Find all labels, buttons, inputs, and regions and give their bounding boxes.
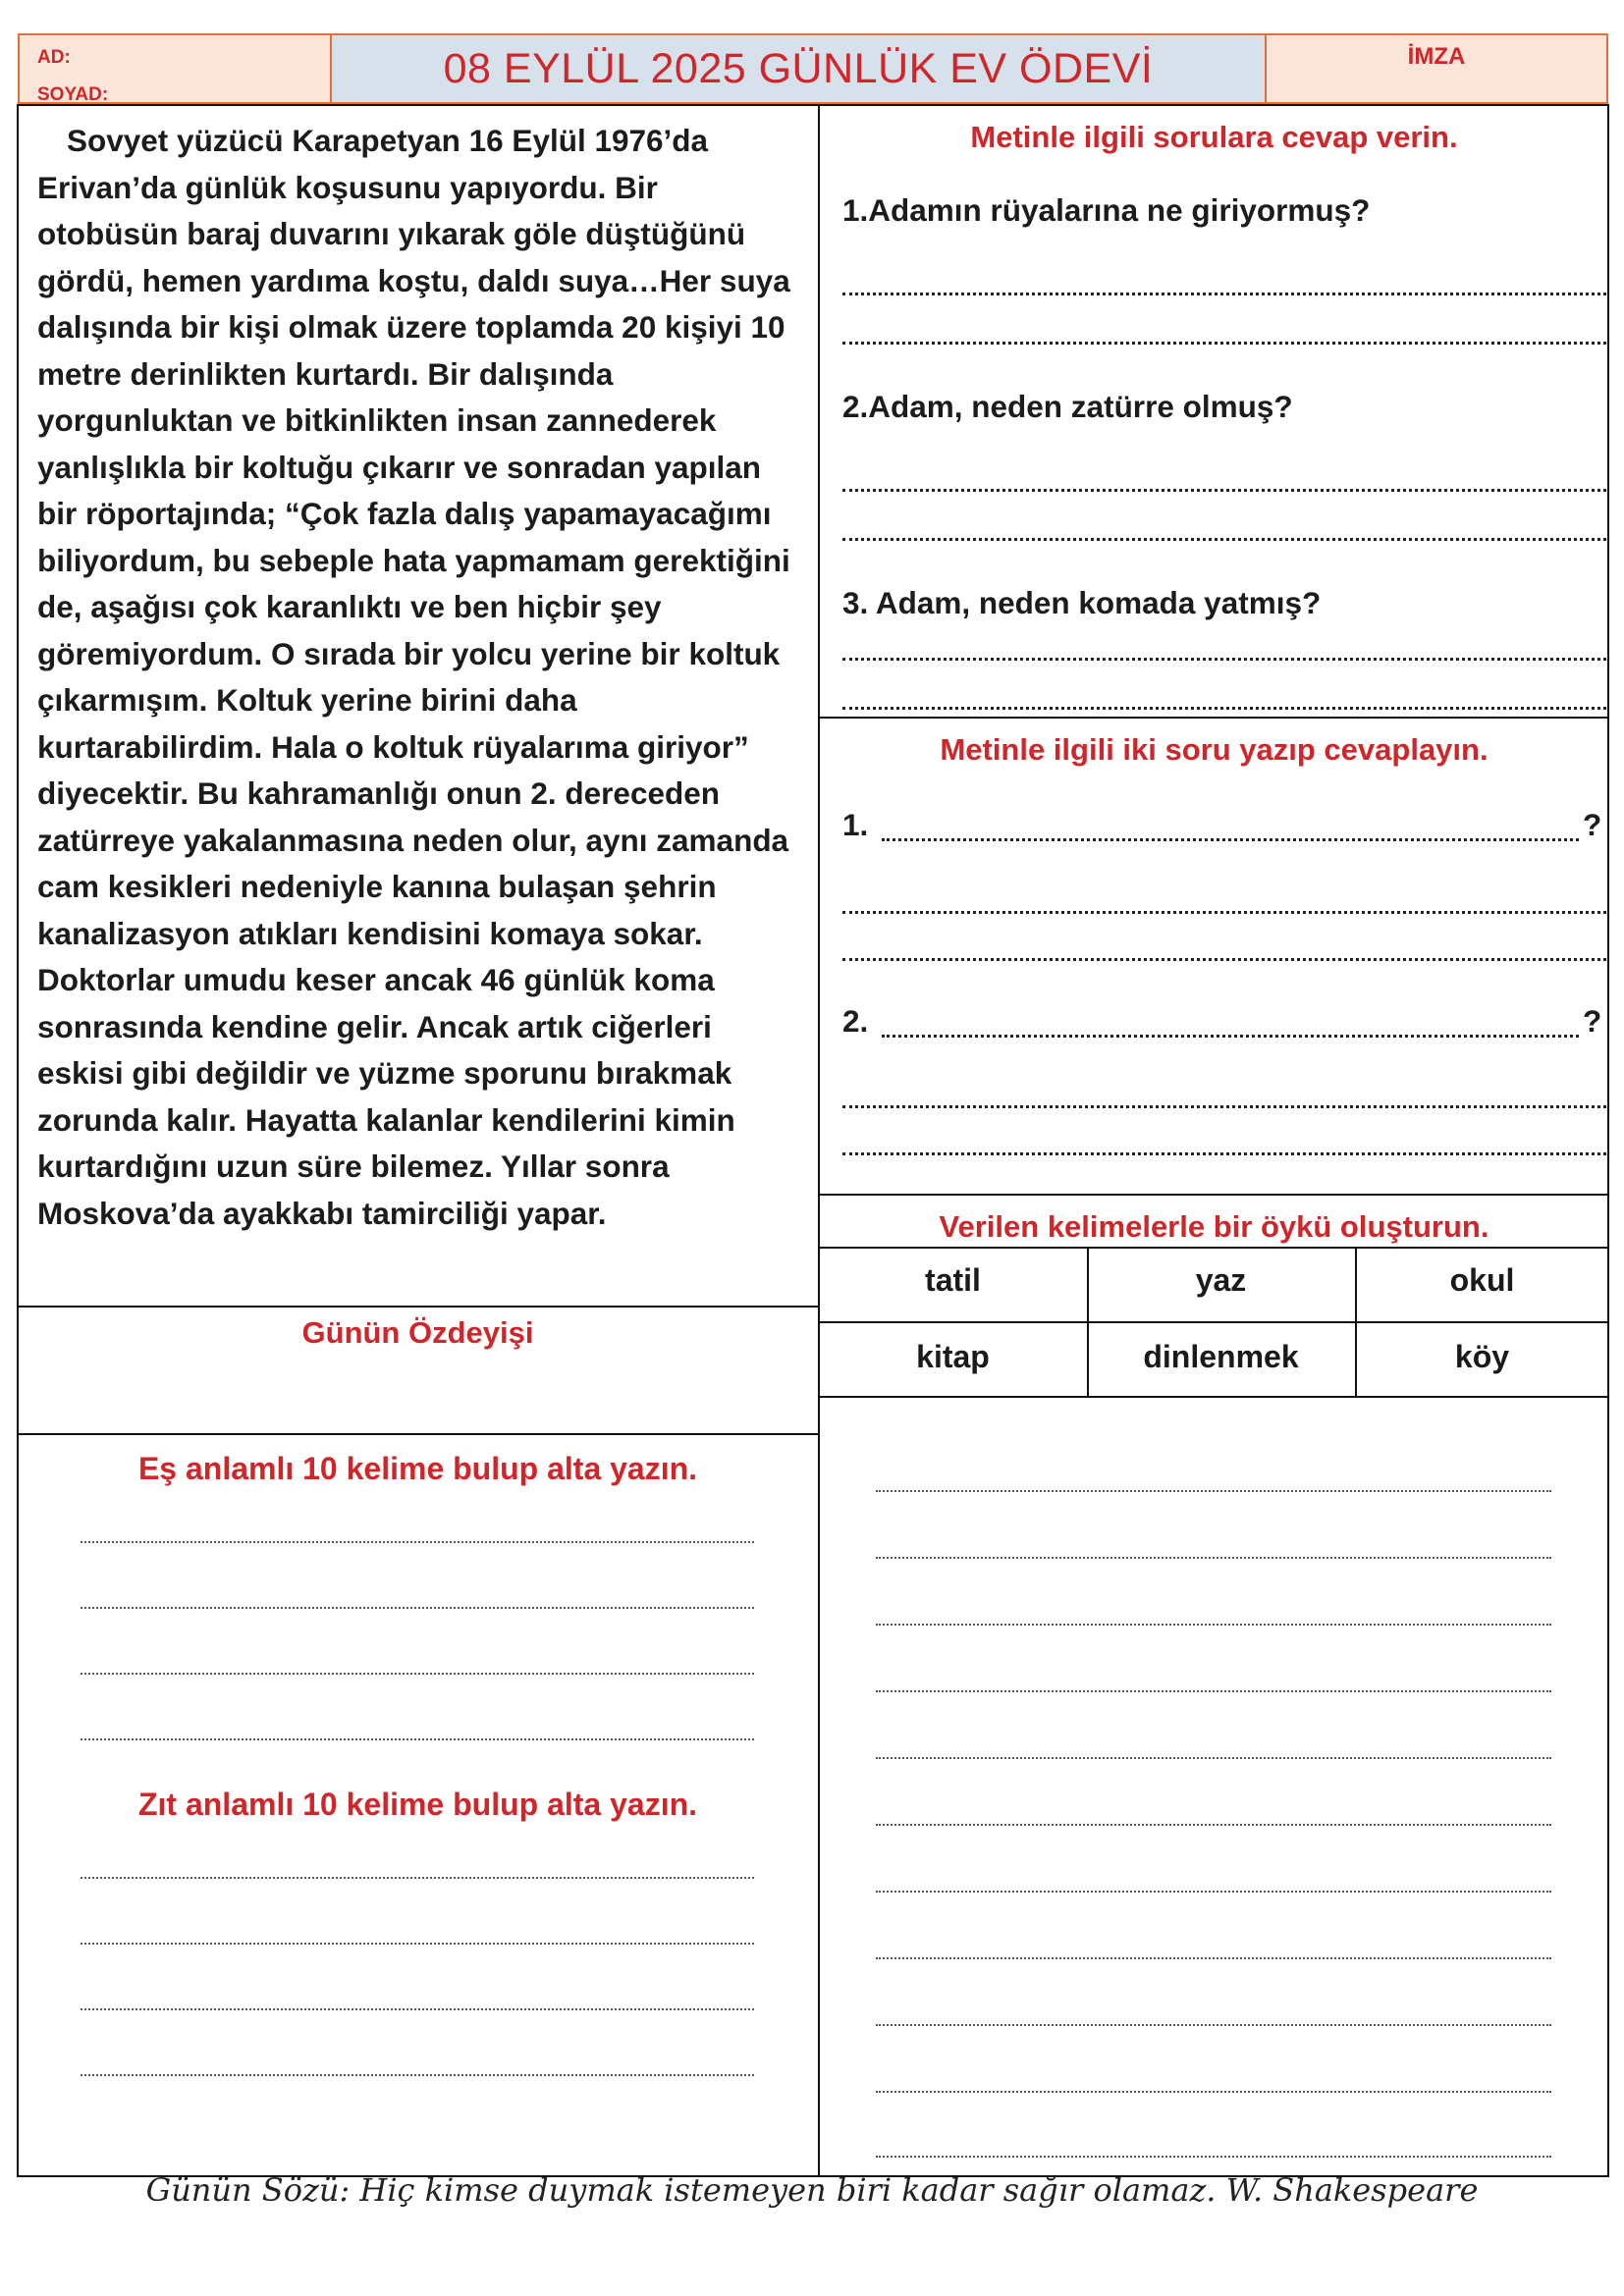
own-questions-bottom-divider <box>819 1194 1609 1196</box>
own-question-2-number: 2. <box>842 1003 869 1039</box>
story-writing-line[interactable] <box>876 1957 1551 1959</box>
story-writing-line[interactable] <box>876 1624 1551 1626</box>
column-divider <box>818 104 820 2177</box>
story-writing-line[interactable] <box>876 2091 1551 2093</box>
questions-heading: Metinle ilgili sorulara cevap verin. <box>970 120 1458 154</box>
footer-quote: Günün Sözü: Hiç kimse duymak istemeyen biri kadar sağır olamaz. W. Shakespeare <box>145 2171 1479 2209</box>
answer-line[interactable] <box>842 707 1606 710</box>
answer-line[interactable] <box>842 1105 1606 1108</box>
answer-line[interactable] <box>842 1152 1606 1155</box>
story-paragraph: Sovyet yüzücü Karapetyan 16 Eylül 1976’da Erivan’da günlük koşusunu yapıyordu. Bir otobüsün baraj duvarını yıkarak göle düştüğünü gördü, hemen yardıma koştu, daldı suya…Her suya dalışında bir kişi olmak üzere toplamda 20 kişiyi 10 metre derinlikten kurtardı. Bir dalışında yorgunluktan ve bitkinlikten insan zannederek yanlışlıkla bir koltuğu çıkarır ve sonradan yapılan bir röportajında; “Çok fazla dalış yapamayacağımı biliyordum, bu sebeple hata yapmamam gerektiğini de, aşağısı çok karanlıktı ve ben hiçbir şey göremiyordum. O sırada bir yolcu yerine bir koltuk çıkarmışım. Koltuk yerine birini daha kurtarabilirdim. Hala o koltuk rüyalarıma giriyor” diyecektir. Bu kahramanlığı onun 2. dereceden zatürreye yakalanmasına neden olur, aynı zamanda cam kesikleri nedeniyle kanına bulaşan şehrin kanalizasyon atıkları kendisini komaya sokar. Doktorlar umudu keser ancak 46 günlük koma sonrasında kendine gelir. Ancak artık ciğerleri eskisi gibi değildir ve yüzme sporunu bırakmak zorunda kalır. Hayatta kalanlar kendilerini kimin kurtardığını uzun süre bilemez. Yıllar sonra Moskova’da ayakkabı tamirciliği yapar. <box>37 123 790 1231</box>
story-writing-line[interactable] <box>876 1557 1551 1559</box>
word-cell: kitap <box>916 1339 990 1374</box>
story-bottom-divider <box>17 1306 819 1308</box>
antonym-line[interactable] <box>81 1943 754 1945</box>
synonym-line[interactable] <box>81 1738 754 1740</box>
own-question-1-number: 1. <box>842 807 869 842</box>
story-writing-line[interactable] <box>876 2156 1551 2158</box>
page-title: 08 EYLÜL 2025 GÜNLÜK EV ÖDEVİ <box>443 45 1154 92</box>
antonym-line[interactable] <box>81 2008 754 2010</box>
own-question-1-line[interactable] <box>882 838 1579 841</box>
story-writing-line[interactable] <box>876 1490 1551 1492</box>
story-writing-line[interactable] <box>876 1690 1551 1692</box>
story-writing-line[interactable] <box>876 2024 1551 2026</box>
synonym-line[interactable] <box>81 1673 754 1675</box>
word-cell: dinlenmek <box>1143 1339 1299 1374</box>
question-3: 3. Adam, neden komada yatmış? <box>842 585 1322 620</box>
quote-bottom-divider <box>17 1433 819 1435</box>
story-text <box>37 118 803 1237</box>
name-label: AD: <box>37 47 71 68</box>
answer-line[interactable] <box>842 958 1606 961</box>
answer-line[interactable] <box>842 658 1606 661</box>
story-words-heading: Verilen kelimelerle bir öykü oluşturun. <box>939 1209 1489 1244</box>
own-question-2-line[interactable] <box>882 1035 1579 1038</box>
synonym-line[interactable] <box>81 1541 754 1543</box>
signature-label: İMZA <box>1407 43 1466 70</box>
answer-line[interactable] <box>842 538 1606 541</box>
answer-line[interactable] <box>842 342 1606 345</box>
answer-line[interactable] <box>842 489 1606 492</box>
story-writing-line[interactable] <box>876 1824 1551 1826</box>
answer-line[interactable] <box>842 293 1606 295</box>
questions-bottom-divider <box>819 717 1609 719</box>
own-questions-heading: Metinle ilgili iki soru yazıp cevaplayın. <box>940 732 1489 767</box>
story-writing-line[interactable] <box>876 1891 1551 1893</box>
antonyms-heading: Zıt anlamlı 10 kelime bulup alta yazın. <box>137 1787 698 1822</box>
words-table-bottom <box>819 1396 1609 1398</box>
antonym-line[interactable] <box>81 1877 754 1879</box>
story-writing-line[interactable] <box>876 1757 1551 1759</box>
question-mark: ? <box>1583 807 1602 842</box>
answer-line[interactable] <box>842 911 1606 914</box>
word-cell: köy <box>1454 1339 1510 1374</box>
antonym-line[interactable] <box>81 2074 754 2076</box>
word-cell: yaz <box>1195 1262 1247 1298</box>
question-mark: ? <box>1583 1003 1602 1039</box>
question-1: 1.Adamın rüyalarına ne giriyormuş? <box>842 192 1371 228</box>
question-2: 2.Adam, neden zatürre olmuş? <box>842 389 1293 424</box>
synonym-line[interactable] <box>81 1607 754 1609</box>
synonyms-heading: Eş anlamlı 10 kelime bulup alta yazın. <box>137 1451 698 1486</box>
word-cell: tatil <box>925 1262 981 1298</box>
daily-quote-heading: Günün Özdeyişi <box>301 1315 534 1350</box>
word-cell: okul <box>1449 1262 1515 1298</box>
surname-label: SOYAD: <box>37 84 109 102</box>
